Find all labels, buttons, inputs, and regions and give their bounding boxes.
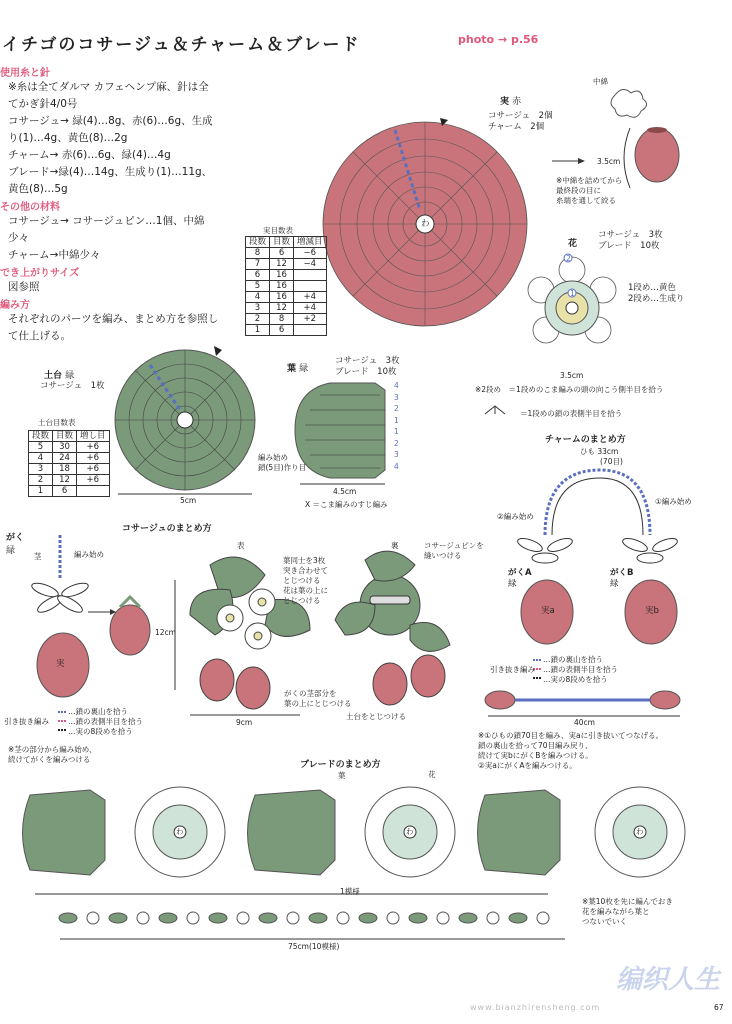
flower-size: 3.5cm: [560, 371, 584, 380]
charm-cord-count: (70目): [600, 457, 623, 466]
braid-mini-flower: [137, 912, 149, 924]
flower-note-2: ＝1段めの鎖の表側半目を拾う: [520, 409, 623, 418]
leaf-title: 葉 緑: [287, 364, 309, 374]
materials-line: ブレード→緑(4)…14g、生成り(1)…11g、: [8, 166, 213, 178]
braid-center-3: わ: [636, 827, 644, 836]
braid-mini-leaf: [409, 913, 427, 923]
stuffing-note: ※中綿を詰めてから 最終段の目に 糸端を通して絞る: [556, 176, 623, 205]
braid-mini-leaf: [509, 913, 527, 923]
other-materials-line: コサージュ→ コサージュピン…1個、中綿: [8, 215, 205, 227]
braid-assembly-title: ブレードのまとめ方: [300, 760, 381, 770]
charm-berry-b: 実b: [645, 606, 659, 616]
materials-line: チャーム→ 赤(6)…6g、緑(4)…4g: [8, 149, 171, 161]
flower-colors: 1段め…黄色 2段め…生成り: [628, 283, 685, 304]
braid-mini-leaf: [359, 913, 377, 923]
other-materials-line: チャーム→中綿少々: [8, 249, 101, 261]
flower-note-1: ※2段め ＝1段めのこま編みの頭の向こう側半目を拾う: [475, 385, 664, 394]
other-materials-line: 少々: [8, 232, 29, 244]
calyx-legend: …鎖の裏山を拾う …鎖の表側半目を拾う …実の8段めを拾う: [68, 707, 143, 736]
stuffing-size: 3.5cm: [597, 157, 621, 166]
braid-mini-leaf: [459, 913, 477, 923]
corsage-width: 9cm: [236, 718, 253, 727]
braid-flower-label: 花: [428, 770, 436, 779]
materials-line: てかぎ針4/0号: [8, 98, 78, 110]
leaf-size: 4.5cm: [333, 487, 357, 496]
berry-stitch-table: 段数 目数 増減目 8 6 −6 7 12 −4 6 16 5 16 4 16 +4 3 12 +4 2 8 +2 1 6: [245, 236, 327, 336]
braid-mini-flower: [437, 912, 449, 924]
corsage-front-label: 表: [237, 541, 245, 550]
berry-title: 実 赤: [500, 97, 522, 107]
materials-line: コサージュ→ 緑(4)…8g、赤(6)…6g、生成: [8, 115, 213, 127]
braid-mini-leaf: [259, 913, 277, 923]
charm-notes: ※①ひもの鎖70目を編み、実aに引き抜いてつなげる。 鎖の裏山を拾って70目編み戻り、 続けて実bにがくBを編みつける。 ②実aにがくAを編みつける。: [478, 731, 664, 770]
flower-title: 花: [568, 239, 578, 249]
how-to-heading: 編み方: [0, 300, 30, 311]
calyx-note: ※茎の部分から編み始め、 続けてがくを編みつける: [8, 745, 97, 764]
flower-marker-2: 2: [566, 254, 571, 263]
materials-line: り(1)…4g、黄色(8)…2g: [8, 132, 128, 144]
flower-marker-1: 1: [570, 289, 575, 298]
how-to-line: それぞれのパーツを編み、まとめ方を参照し: [8, 313, 219, 325]
braid-leaf-label: 葉: [338, 771, 346, 780]
leaf-legend: X ＝こま編みのすじ編み: [305, 500, 388, 509]
materials-line: 黄色(8)…5g: [8, 183, 68, 195]
braid-mini-leaf: [109, 913, 127, 923]
flower-counts: コサージュ 3枚 ブレード 10枚: [598, 230, 663, 251]
calyx-berry-label: 実: [56, 659, 65, 669]
charm-calyx-a: がくA 緑: [508, 568, 532, 589]
leaf-start: 編み始め 鎖(5目)作り目: [258, 453, 307, 472]
braid-total-label: 75cm(10模様): [288, 942, 340, 951]
braid-mini-flower: [337, 912, 349, 924]
stuffing-label: 中綿: [593, 77, 608, 86]
charm-legend-title: 引き抜き編み: [490, 665, 535, 674]
calyx-legend-title: 引き抜き編み: [4, 717, 49, 726]
berry-center: わ: [421, 219, 430, 229]
berry-table-title: 実目数表: [263, 226, 293, 235]
corsage-back-label: 裏: [391, 541, 399, 550]
braid-mini-flower: [537, 912, 549, 924]
charm-width: 40cm: [574, 718, 595, 727]
braid-mini-flower: [487, 912, 499, 924]
base-size: 5cm: [180, 496, 197, 505]
corsage-calyx-note: がくの茎部分を 葉の上にとじつける: [284, 689, 352, 708]
calyx-stem: 茎: [34, 552, 42, 561]
charm-legend: …鎖の裏山を拾う …鎖の表側半目を拾う …実の8段めを拾う: [543, 655, 618, 684]
braid-mini-flower: [87, 912, 99, 924]
braid-mini-leaf: [209, 913, 227, 923]
charm-berry-a: 実a: [541, 606, 555, 616]
charm-calyx-b: がくB 緑: [610, 568, 634, 589]
materials-heading: 使用糸と針: [0, 68, 50, 79]
calyx-start: 編み始め: [74, 550, 104, 559]
corsage-height: 12cm: [155, 628, 176, 637]
corsage-front-notes: 葉同士を3枚 突き合わせて とじつける 花は葉の上に とじつける: [283, 556, 328, 605]
base-title: 土台 緑: [44, 371, 75, 381]
page-number: 67: [714, 1003, 724, 1012]
leaf-row-markers: 4 3 2 1 1 2 3 4: [394, 381, 399, 471]
braid-mini-flower: [187, 912, 199, 924]
braid-mini-flower: [237, 912, 249, 924]
braid-pattern-label: 1模様: [340, 887, 360, 896]
charm-start-a: ②編み始め: [497, 512, 534, 521]
base-count: コサージュ 1枚: [40, 381, 105, 391]
braid-center-2: わ: [406, 827, 414, 836]
page-title: イチゴのコサージュ＆チャーム＆ブレード: [2, 35, 361, 55]
braid-mini-leaf: [159, 913, 177, 923]
braid-note: ※葉10枚を先に編んでおき 花を編みながら葉と つないでいく: [582, 897, 673, 926]
materials-line: ※糸は全てダルマ カフェヘンプ麻、針は全: [8, 81, 209, 93]
corsage-base-note: 土台をとじつける: [346, 712, 406, 721]
braid-center-1: わ: [176, 827, 184, 836]
base-table-title: 土台目数表: [38, 418, 76, 427]
how-to-line: て仕上げる。: [8, 330, 71, 342]
braid-mini-flower: [387, 912, 399, 924]
charm-assembly-title: チャームのまとめ方: [545, 435, 626, 445]
corsage-pin-note: コサージュピンを 縫いつける: [424, 541, 484, 560]
braid-mini-leaf: [59, 913, 77, 923]
corsage-assembly-title: コサージュのまとめ方: [122, 524, 212, 534]
braid-mini-flower: [287, 912, 299, 924]
photo-reference: photo → p.56: [458, 33, 539, 46]
leaf-counts: コサージュ 3枚 ブレード 10枚: [335, 356, 400, 377]
finished-size-heading: でき上がりサイズ: [0, 268, 80, 279]
berry-counts: コサージュ 2個 チャーム 2個: [488, 111, 553, 132]
charm-cord: ひも 33cm: [580, 447, 619, 456]
other-materials-heading: その他の材料: [0, 202, 60, 213]
charm-start-b: ①編み始め: [655, 497, 692, 506]
site-url: www.bianzhirensheng.com: [470, 1003, 601, 1012]
calyx-title: がく 緑: [6, 533, 25, 556]
braid-mini-leaf: [309, 913, 327, 923]
finished-size-line: 図参照: [8, 281, 40, 293]
base-stitch-table: 段数 目数 増し目 5 30 +6 4 24 +6 3 18 +6 2 12 +6 1 6: [28, 430, 110, 497]
site-logo: 编织人生: [615, 965, 720, 995]
